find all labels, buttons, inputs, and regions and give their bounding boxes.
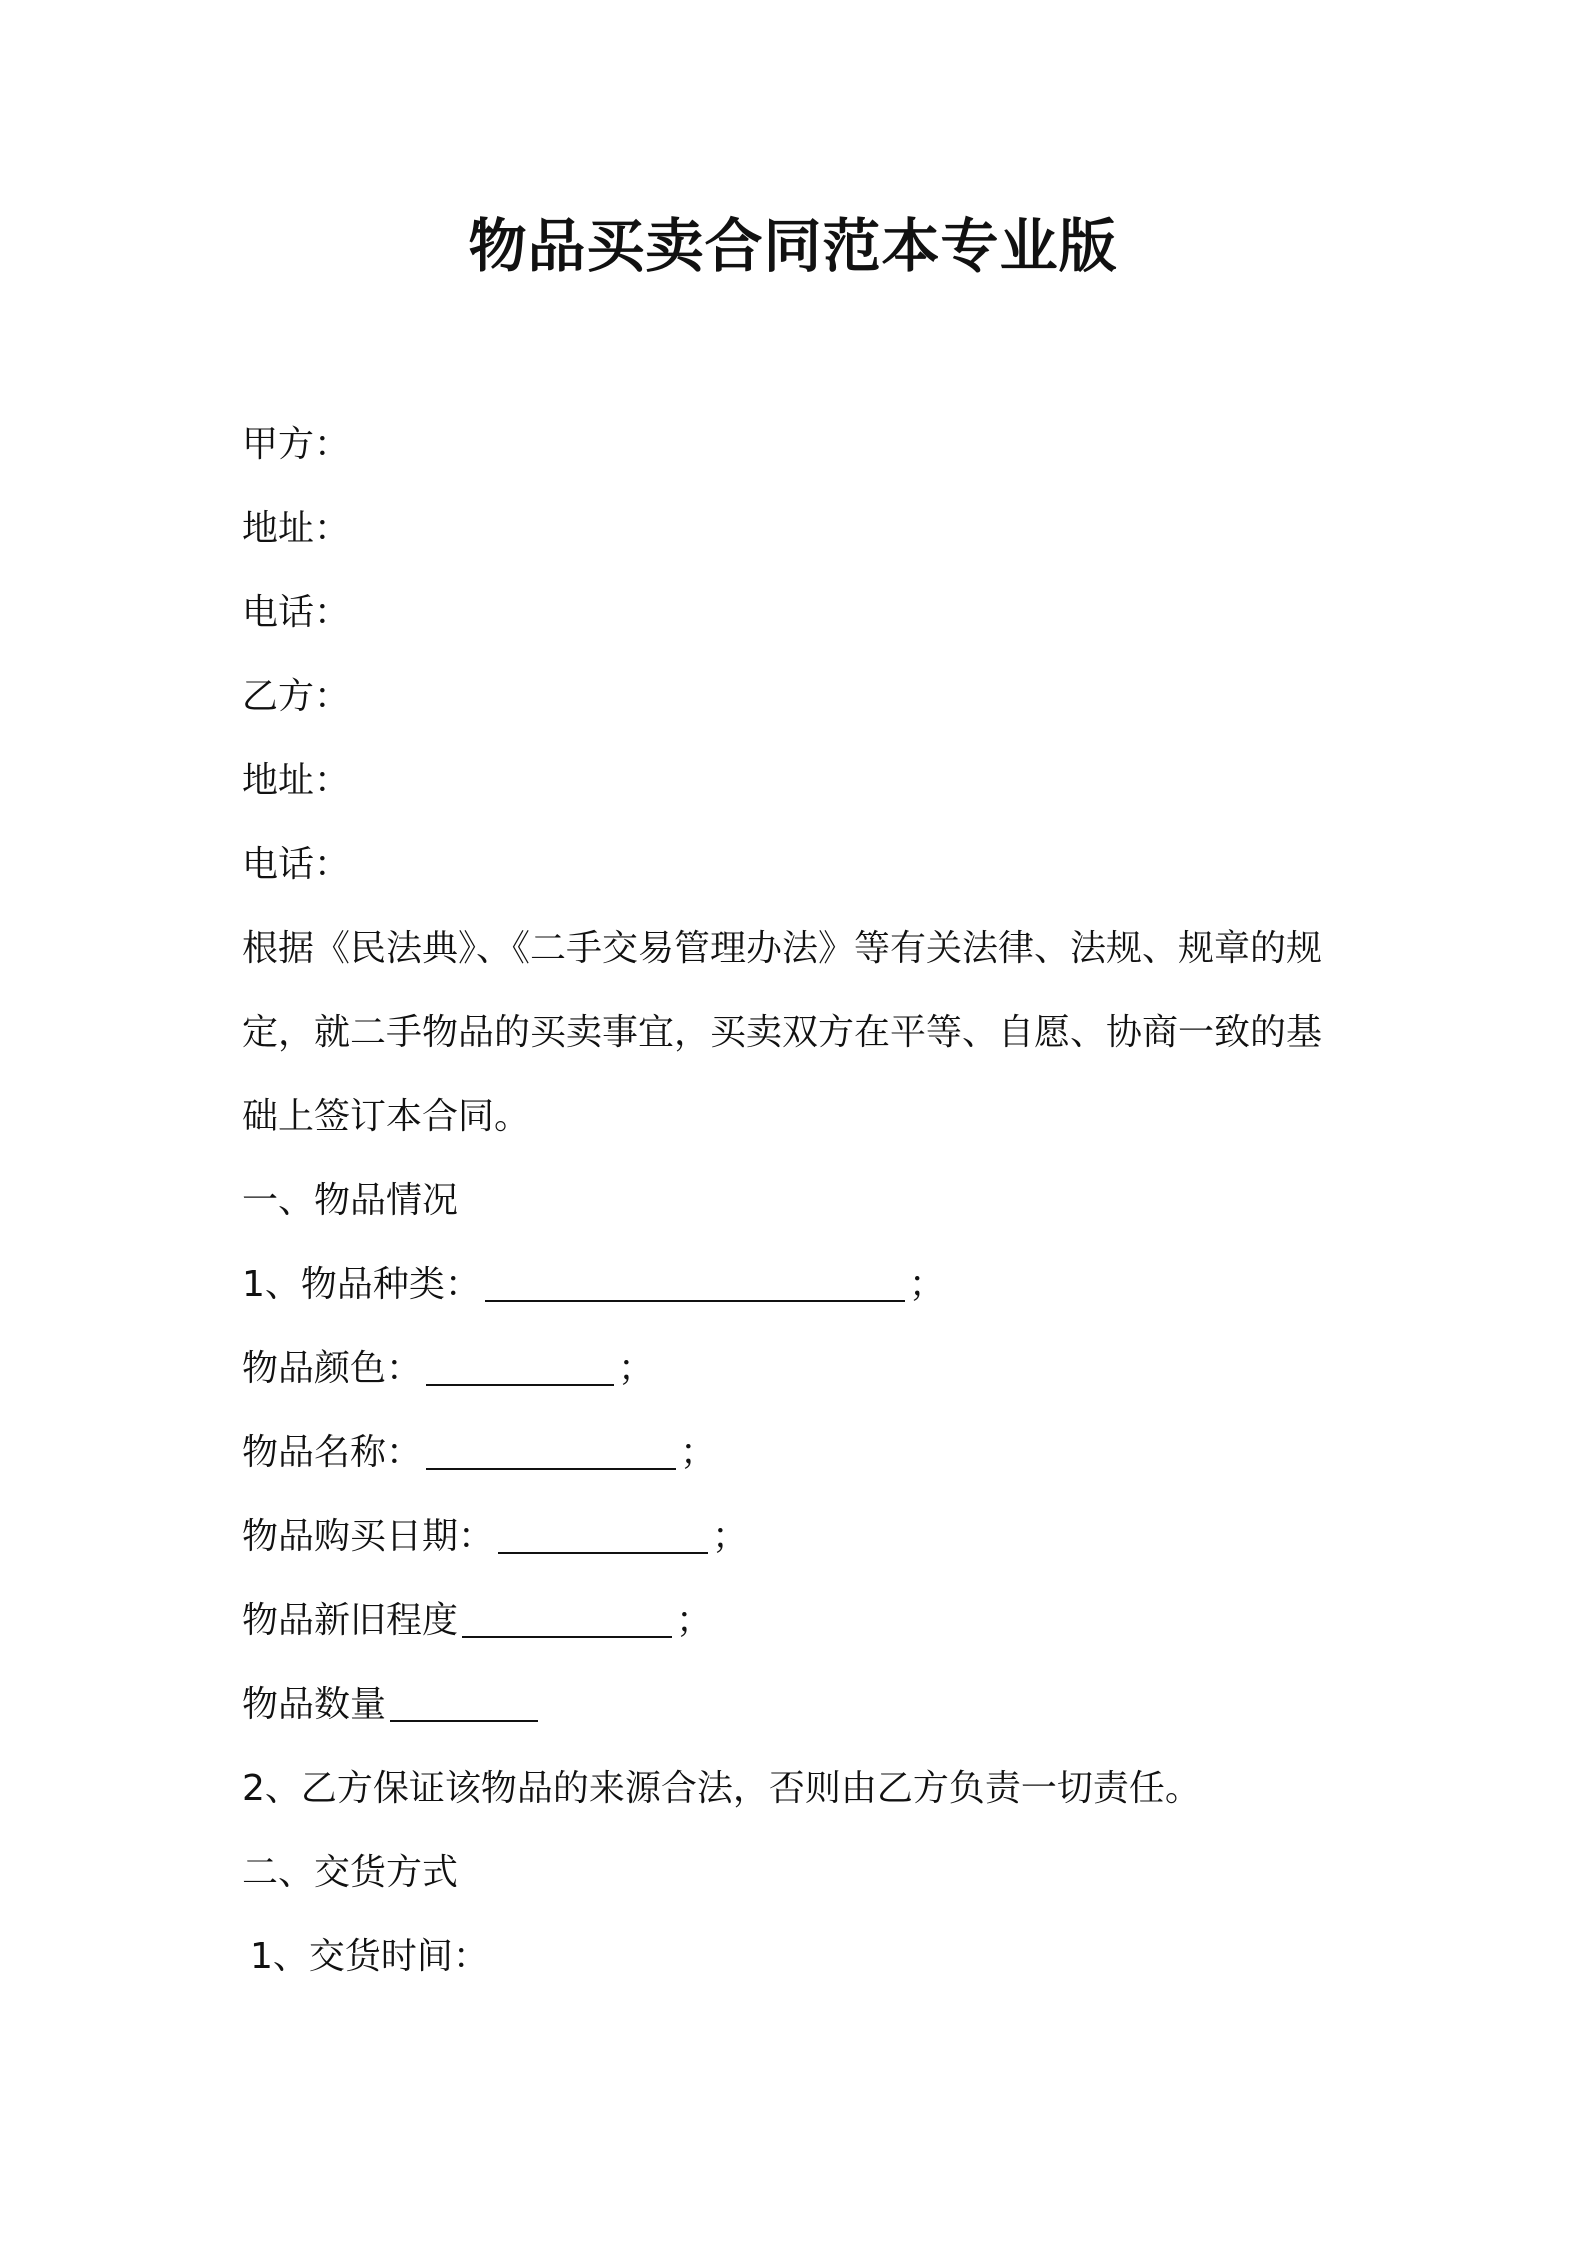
quantity-label: 物品数量 xyxy=(242,1684,387,1725)
item-name-row xyxy=(242,1411,1362,1495)
item-name-blank[interactable] xyxy=(426,1424,676,1470)
item-color-label: 物品颜色： xyxy=(242,1348,423,1389)
semicolon: ； xyxy=(618,1348,655,1389)
item-color-blank[interactable] xyxy=(426,1340,614,1386)
party-a-phone-label: 电话： xyxy=(242,592,351,633)
purchase-date-blank[interactable] xyxy=(498,1508,708,1554)
item-name-label: 物品名称： xyxy=(242,1432,423,1473)
party-a-address-label: 地址： xyxy=(242,508,351,549)
party-b-label: 乙方： xyxy=(242,676,351,717)
quantity-row xyxy=(242,1663,1362,1747)
condition-blank[interactable] xyxy=(462,1592,672,1638)
semicolon: ； xyxy=(908,1264,945,1305)
section1-heading: 一、物品情况 xyxy=(242,1180,459,1221)
contract-body xyxy=(242,403,1362,1999)
party-b-phone-label: 电话： xyxy=(242,844,351,885)
document-title: 物品买卖合同范本专业版 xyxy=(468,212,1118,280)
item-type-blank[interactable] xyxy=(485,1256,905,1302)
item-color-row xyxy=(242,1327,1362,1411)
party-a-label: 甲方： xyxy=(242,424,351,465)
semicolon: ； xyxy=(676,1600,713,1641)
item-type-row xyxy=(242,1243,1362,1327)
source-clause: 2、乙方保证该物品的来源合法，否则由乙方负责一切责任。 xyxy=(242,1768,1201,1809)
preamble-line-1: 根据《民法典》、《二手交易管理办法》等有关法律、法规、规章的规 xyxy=(242,928,1323,969)
preamble-line-2: 定，就二手物品的买卖事宜，买卖双方在平等、自愿、协商一致的基 xyxy=(242,1012,1323,1053)
semicolon: ； xyxy=(680,1432,717,1473)
delivery-time-label: 1、交货时间： xyxy=(250,1936,489,1977)
condition-label: 物品新旧程度 xyxy=(242,1600,459,1641)
party-b-address-label: 地址： xyxy=(242,760,351,801)
condition-row xyxy=(242,1579,1362,1663)
purchase-date-label: 物品购买日期： xyxy=(242,1516,495,1557)
purchase-date-row xyxy=(242,1495,1362,1579)
section2-heading: 二、交货方式 xyxy=(242,1852,459,1893)
item-type-label: 1、物品种类： xyxy=(242,1264,481,1305)
quantity-blank[interactable] xyxy=(390,1676,538,1722)
preamble-line-3: 础上签订本合同。 xyxy=(242,1096,531,1137)
semicolon: ； xyxy=(712,1516,749,1557)
